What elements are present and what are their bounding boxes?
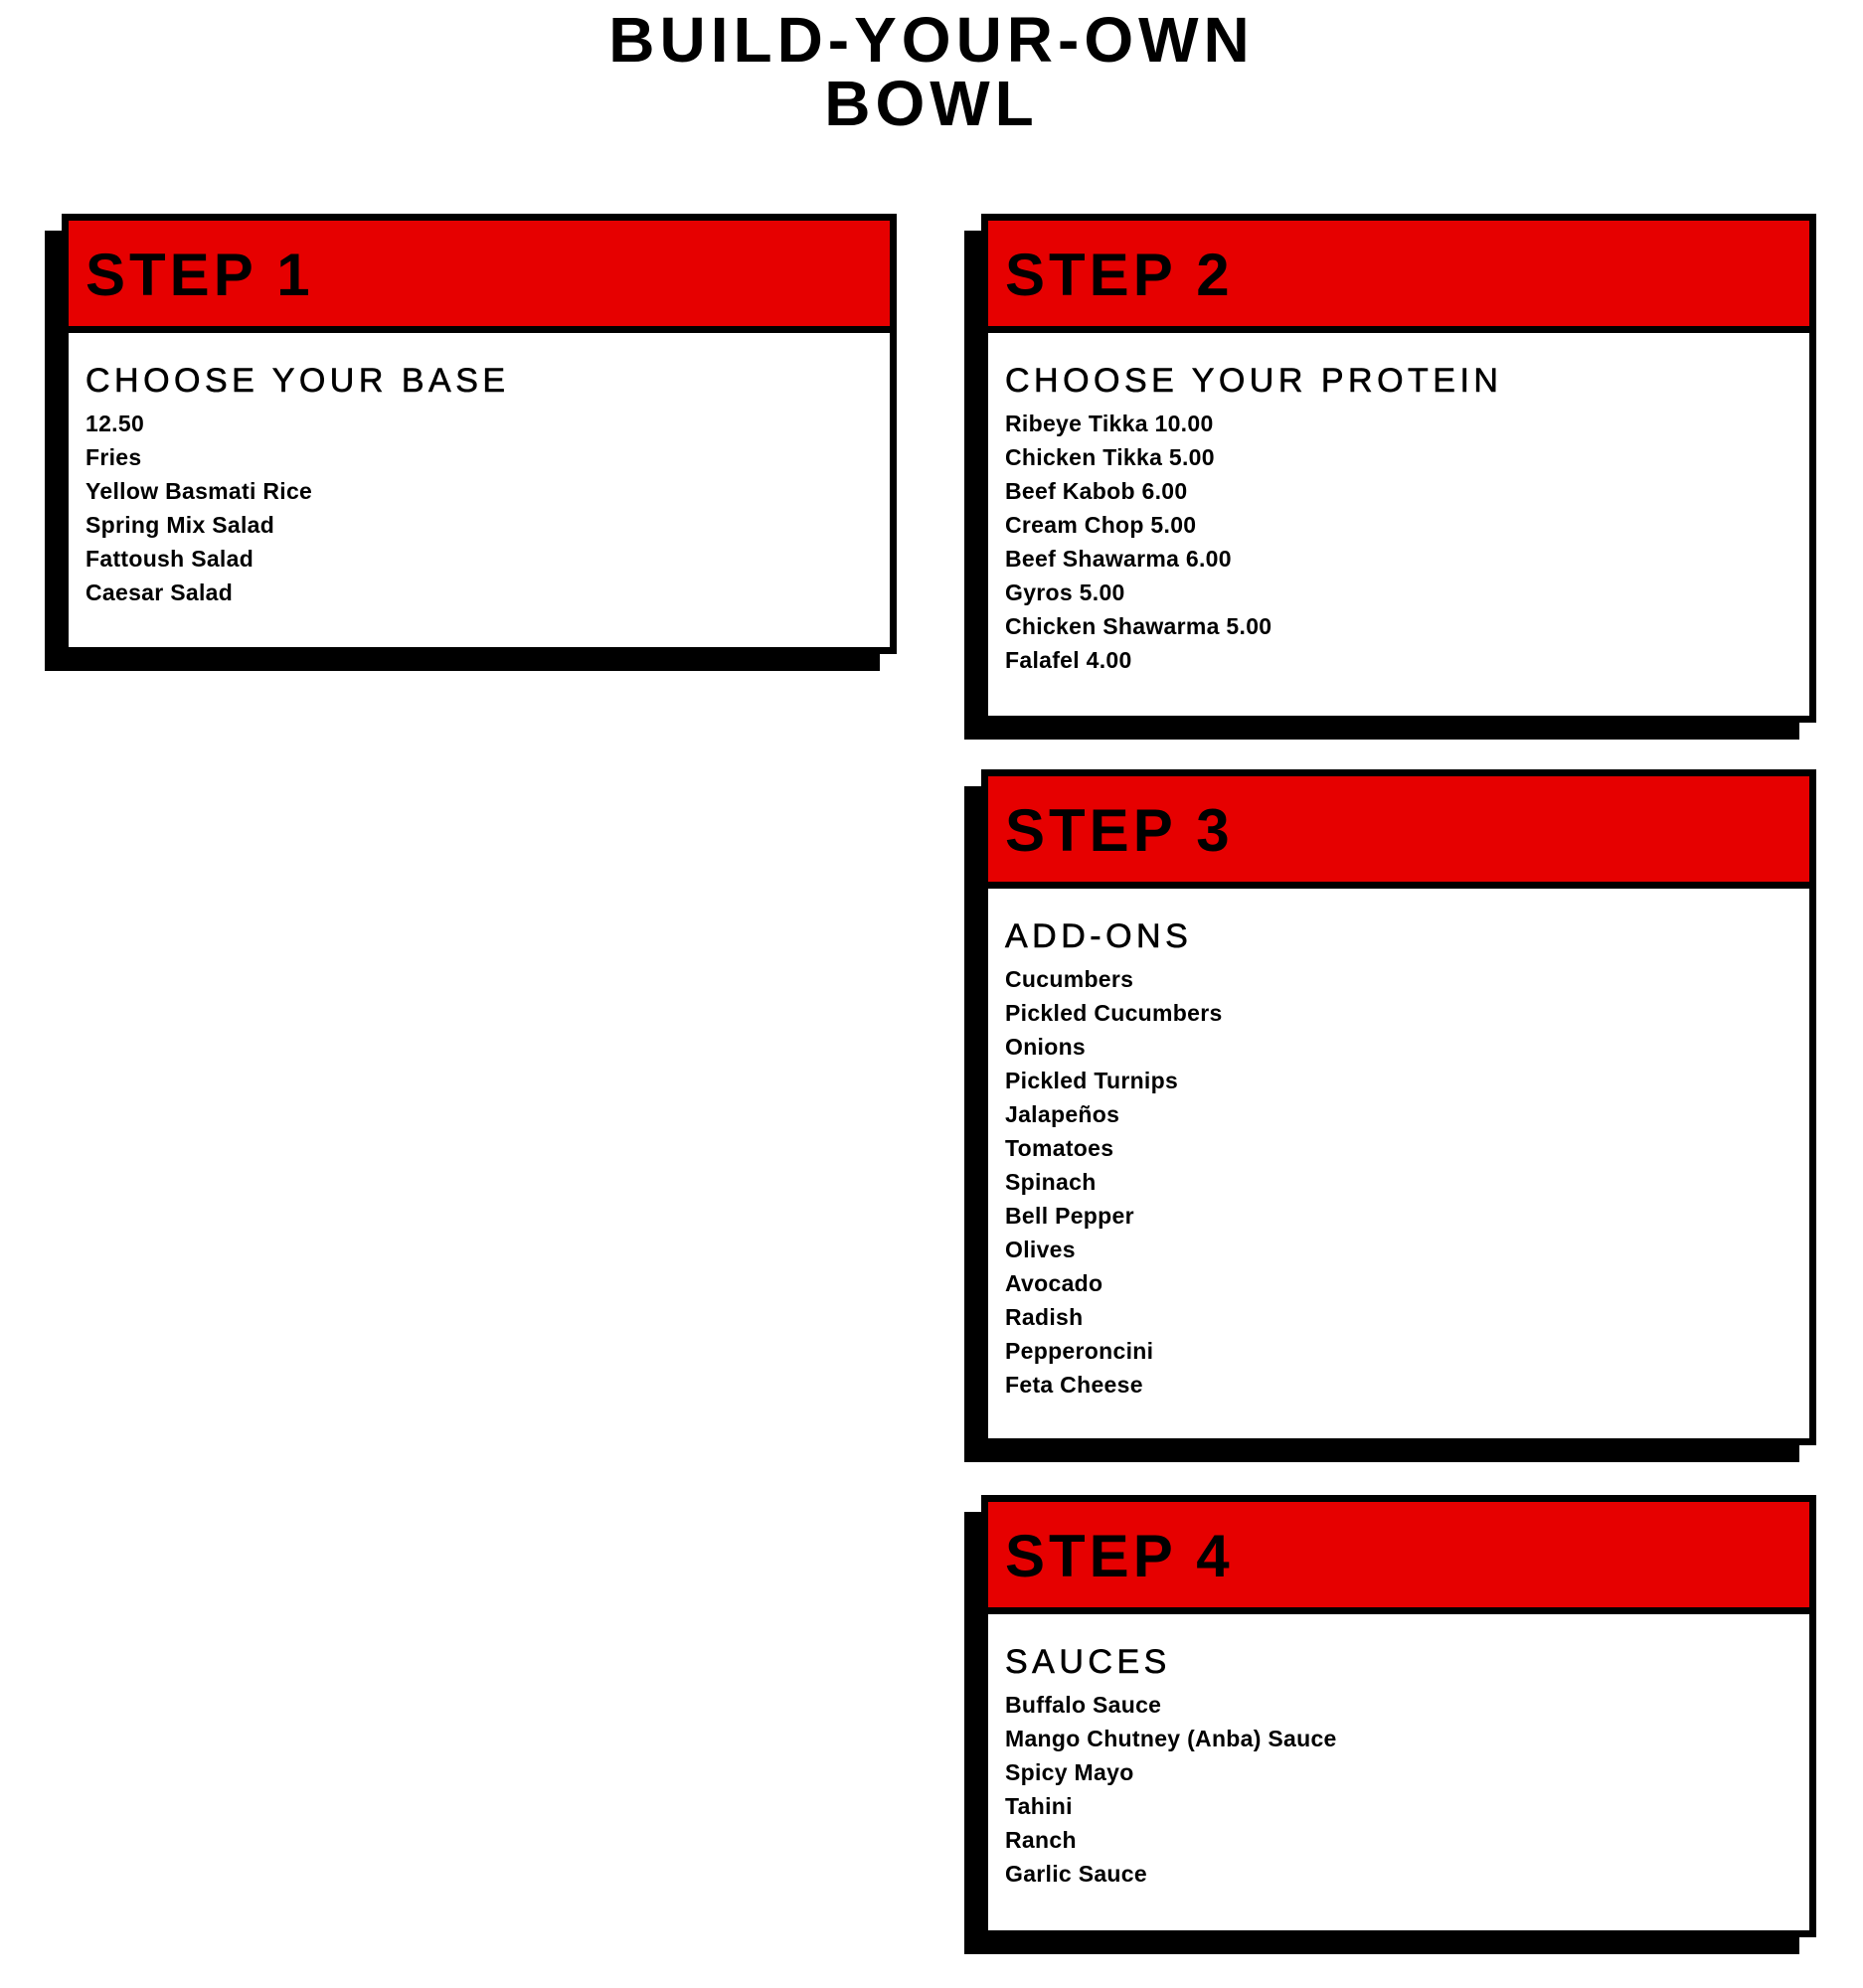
menu-item: Olives xyxy=(1005,1237,1076,1262)
step-1-subtitle: CHOOSE YOUR BASE xyxy=(85,362,510,400)
menu-item: Falafel 4.00 xyxy=(1005,647,1132,673)
menu-item: Gyros 5.00 xyxy=(1005,580,1125,605)
menu-item: Fries xyxy=(85,444,142,470)
step-2-subtitle: CHOOSE YOUR PROTEIN xyxy=(1005,362,1503,400)
menu-item: Buffalo Sauce xyxy=(1005,1692,1162,1718)
menu-item: Beef Kabob 6.00 xyxy=(1005,478,1188,504)
menu-item: Avocado xyxy=(1005,1270,1103,1296)
step-3-label: STEP 3 xyxy=(1005,797,1234,864)
menu-item: Chicken Shawarma 5.00 xyxy=(1005,613,1272,639)
menu-item: Fattoush Salad xyxy=(85,546,254,572)
menu-item: Pepperoncini xyxy=(1005,1338,1154,1364)
step-4-subtitle: SAUCES xyxy=(1005,1643,1171,1681)
menu-item: Jalapeños xyxy=(1005,1101,1120,1127)
menu-item: 12.50 xyxy=(85,411,145,436)
step-2-item-list xyxy=(1005,407,1789,677)
menu-item: Onions xyxy=(1005,1034,1087,1060)
menu-item: Tahini xyxy=(1005,1793,1073,1819)
menu-item: Garlic Sauce xyxy=(1005,1861,1147,1887)
page-title-line-2: BOWL xyxy=(824,68,1039,139)
step-4-panel xyxy=(981,1495,1816,1937)
menu-item: Ribeye Tikka 10.00 xyxy=(1005,411,1214,436)
menu-item: Caesar Salad xyxy=(85,580,234,605)
step-2-label: STEP 2 xyxy=(1005,242,1234,308)
step-1-panel xyxy=(62,214,897,654)
menu-item: Spring Mix Salad xyxy=(85,512,275,538)
step-3-card xyxy=(981,769,1816,1465)
menu-item: Cucumbers xyxy=(1005,966,1134,992)
step-3-item-list xyxy=(1005,962,1789,1402)
step-3-body xyxy=(988,889,1809,1402)
menu-item: Tomatoes xyxy=(1005,1135,1114,1161)
menu-item: Feta Cheese xyxy=(1005,1372,1143,1398)
step-4-header xyxy=(988,1502,1809,1614)
step-1-header xyxy=(69,221,890,333)
menu-item: Ranch xyxy=(1005,1827,1077,1853)
menu-item: Mango Chutney (Anba) Sauce xyxy=(1005,1726,1337,1751)
step-2-panel xyxy=(981,214,1816,723)
step-2-body xyxy=(988,333,1809,677)
step-4-body xyxy=(988,1614,1809,1891)
step-3-subtitle: ADD-ONS xyxy=(1005,917,1193,955)
step-1-item-list xyxy=(85,407,870,609)
step-1-label: STEP 1 xyxy=(85,242,314,308)
menu-item: Chicken Tikka 5.00 xyxy=(1005,444,1215,470)
menu-item: Pickled Turnips xyxy=(1005,1068,1179,1093)
menu-item: Pickled Cucumbers xyxy=(1005,1000,1223,1026)
menu-item: Bell Pepper xyxy=(1005,1203,1134,1229)
menu-item: Yellow Basmati Rice xyxy=(85,478,313,504)
page-title xyxy=(0,4,1863,139)
menu-item: Beef Shawarma 6.00 xyxy=(1005,546,1232,572)
step-3-header xyxy=(988,776,1809,889)
step-1-card xyxy=(62,214,897,674)
page-title-line-1: BUILD-YOUR-OWN xyxy=(608,4,1255,76)
step-4-label: STEP 4 xyxy=(1005,1523,1234,1589)
menu-item: Spicy Mayo xyxy=(1005,1759,1134,1785)
step-4-item-list xyxy=(1005,1688,1789,1891)
menu-item: Cream Chop 5.00 xyxy=(1005,512,1197,538)
step-4-card xyxy=(981,1495,1816,1955)
menu-item: Spinach xyxy=(1005,1169,1097,1195)
step-2-header xyxy=(988,221,1809,333)
step-2-card xyxy=(981,214,1816,741)
menu-item: Radish xyxy=(1005,1304,1084,1330)
step-3-panel xyxy=(981,769,1816,1445)
step-1-body xyxy=(69,333,890,609)
